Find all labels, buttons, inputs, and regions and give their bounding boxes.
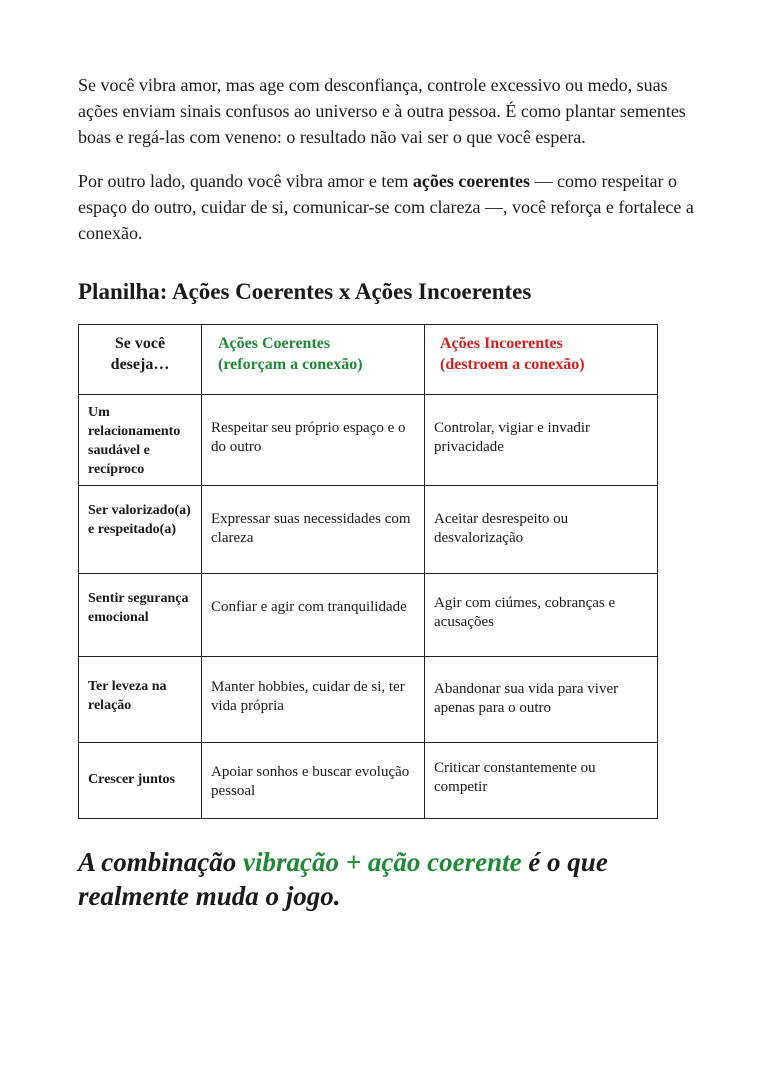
contrast-text-start: Por outro lado, quando você vibra amor e tem [78, 171, 413, 191]
row-incoherent: Agir com ciúmes, cobranças e acusações [425, 574, 658, 657]
table-row [79, 743, 658, 819]
row-wish: Ter leveza na relação [79, 657, 202, 743]
row-wish: Sentir segurança emocional [79, 574, 202, 657]
header-incoherent [425, 325, 658, 395]
row-coherent: Confiar e agir com tranquilidade [202, 574, 425, 657]
closing-text-start: A combinação [78, 847, 244, 877]
table-header-row [79, 325, 658, 395]
row-incoherent: Criticar constantemente ou competir [425, 743, 658, 819]
row-wish: Crescer juntos [79, 743, 202, 819]
row-coherent: Manter hobbies, cuidar de si, ter vida própria [202, 657, 425, 743]
row-incoherent: Abandonar sua vida para viver apenas para o outro [425, 657, 658, 743]
header-coherent-subtitle: (reforçam a conexão) [218, 356, 363, 373]
header-incoherent-title: Ações Incoerentes [440, 335, 563, 352]
intro-paragraph [78, 72, 698, 150]
table-row [79, 574, 658, 657]
table-row [79, 486, 658, 574]
row-coherent: Expressar suas necessidades com clareza [202, 486, 425, 574]
header-coherent-title: Ações Coerentes [218, 335, 331, 352]
row-incoherent: Controlar, vigiar e invadir privacidade [425, 395, 658, 486]
closing-statement [78, 845, 698, 913]
row-wish: Ser valorizado(a) e respeitado(a) [79, 486, 202, 574]
intro-text: Se você vibra amor, mas age com desconfiança, controle excessivo ou medo, suas ações enviam sinais confusos ao universo e à outra pessoa. É como plantar sementes boas e regá-las com veneno: o resultado não vai ser o que você espera. [78, 75, 686, 147]
closing-text-end: é o que realmente muda o jogo. [78, 847, 608, 911]
header-wish-label: Se você deseja… [110, 335, 170, 373]
contrast-bold-term: ações coerentes [412, 171, 531, 191]
contrast-text-end: — como respeitar o espaço do outro, cuidar de si, comunicar-se com clareza —, você reforça e fortalece a conexão. [78, 171, 694, 243]
row-coherent: Apoiar sonhos e buscar evolução pessoal [202, 743, 425, 819]
row-wish: Um relacionamento saudável e recíproco [79, 395, 202, 486]
sheet-title: Planilha: Ações Coerentes x Ações Incoerentes [78, 279, 532, 304]
closing-highlight: vibração + ação coerente [243, 847, 522, 877]
header-incoherent-subtitle: (destroem a conexão) [440, 356, 585, 373]
row-incoherent: Aceitar desrespeito ou desvalorização [425, 486, 658, 574]
row-coherent: Respeitar seu próprio espaço e o do outro [202, 395, 425, 486]
table-row [79, 395, 658, 486]
table-row [79, 657, 658, 743]
actions-table [78, 324, 658, 819]
document-page [78, 72, 698, 913]
contrast-paragraph [78, 168, 698, 246]
header-coherent [202, 325, 425, 395]
header-wish [79, 325, 202, 395]
